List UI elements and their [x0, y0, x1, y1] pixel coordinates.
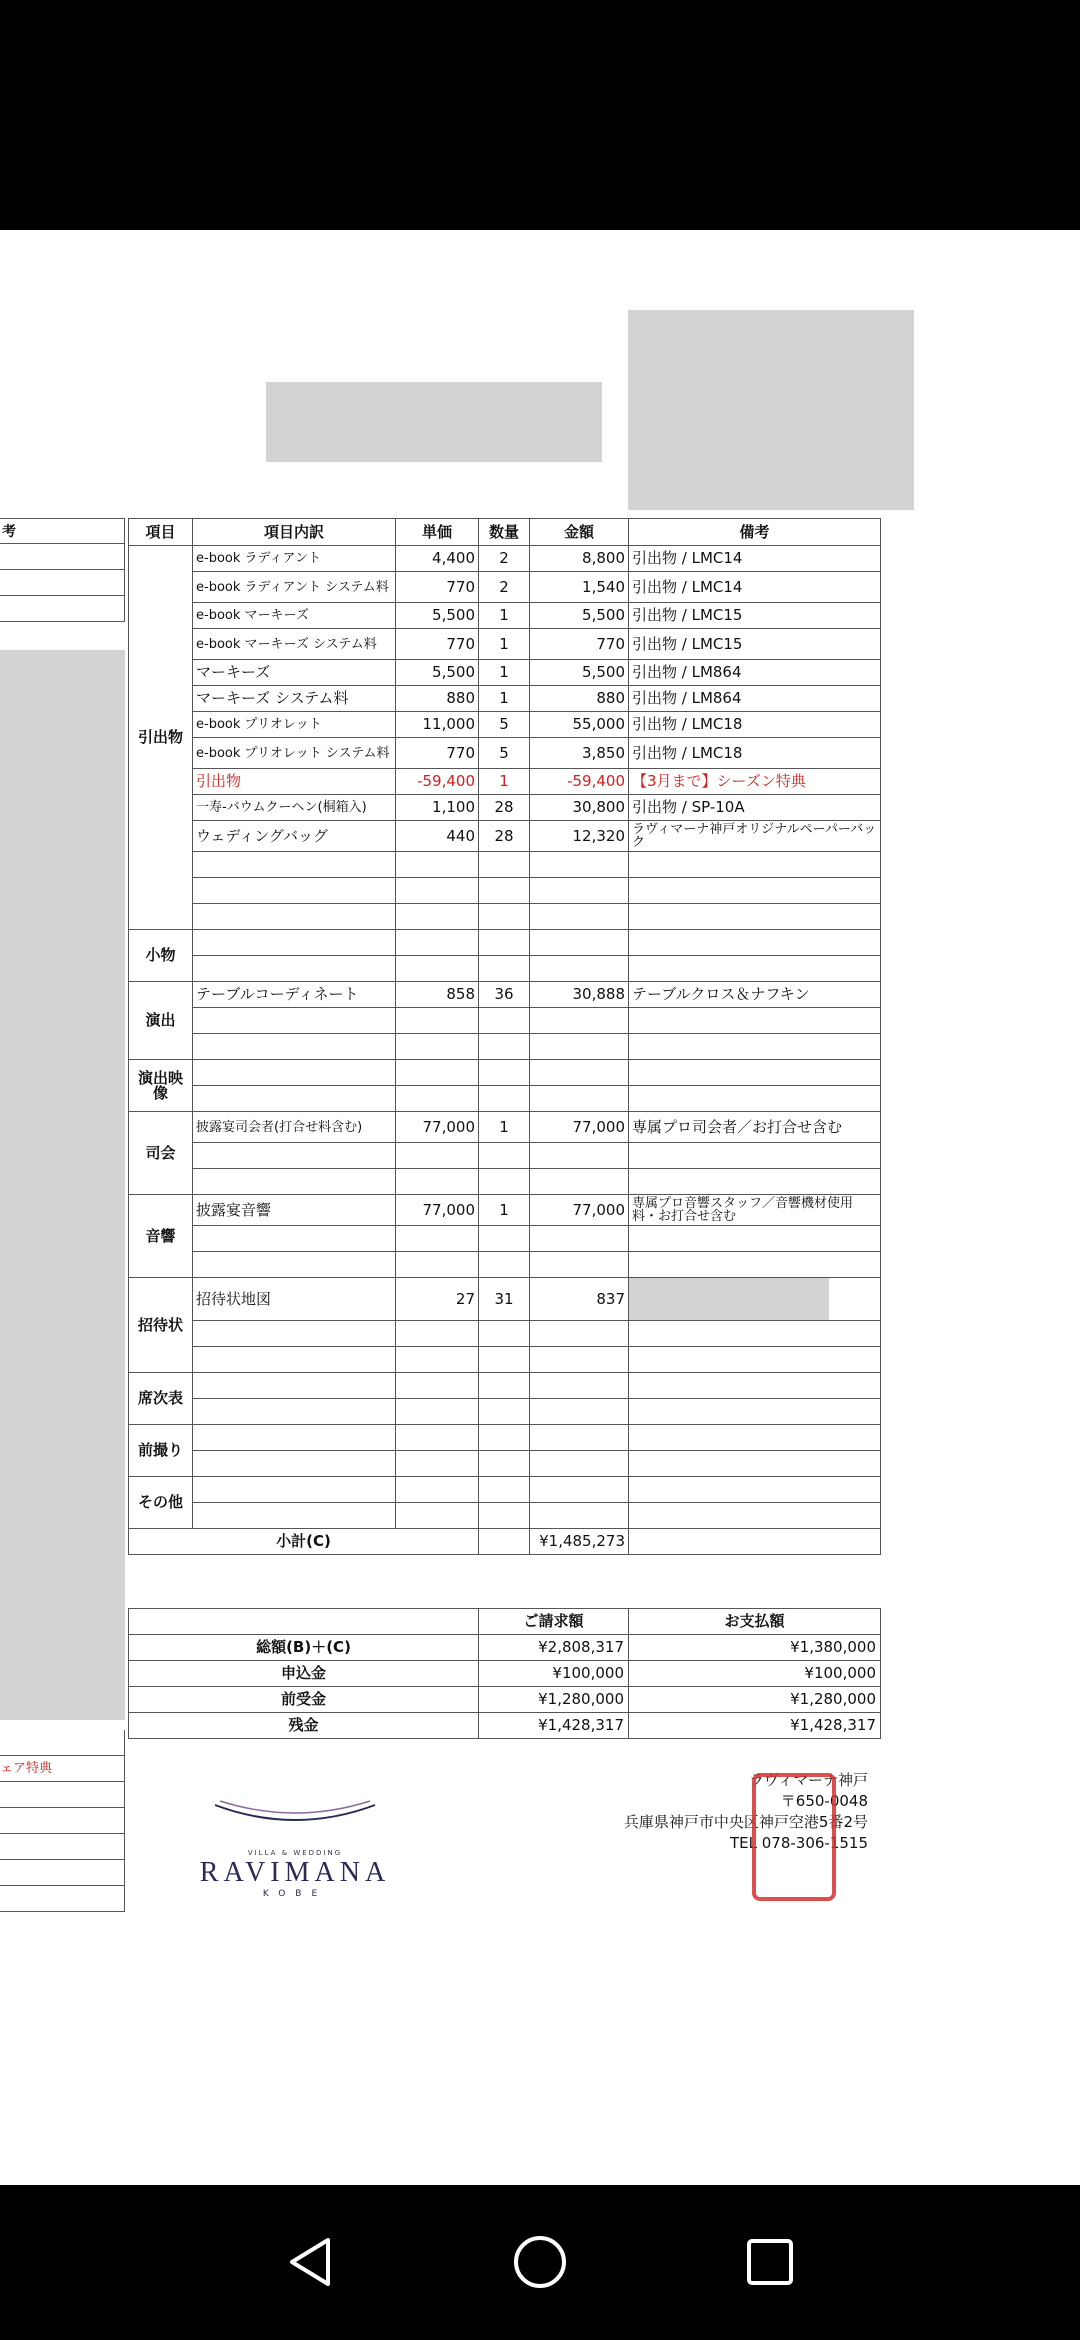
totals-paid: ¥1,380,000 [629, 1635, 881, 1661]
qty-cell: 5 [479, 712, 530, 738]
amount-cell: 880 [530, 686, 629, 712]
table-row-empty [129, 1143, 881, 1169]
table-row [129, 821, 881, 852]
left-column-cell [0, 1782, 125, 1808]
amount-cell: 770 [530, 629, 629, 660]
amount-cell: 5,500 [530, 603, 629, 629]
note-cell-redacted [629, 1278, 881, 1321]
amount-cell: 8,800 [530, 546, 629, 572]
logo-city: KOBE [262, 1889, 328, 1899]
left-column-cell [0, 544, 125, 570]
note-cell: 引出物 / LMC18 [629, 712, 881, 738]
item-cell: マーキーズ [193, 660, 396, 686]
price-cell: 5,500 [396, 660, 479, 686]
qty-cell: 36 [479, 982, 530, 1008]
left-column-cell [0, 1808, 125, 1834]
qty-cell: 2 [479, 572, 530, 603]
company-info [590, 1770, 880, 1854]
totals-row [129, 1635, 881, 1661]
qty-cell: 1 [479, 629, 530, 660]
table-row-empty [129, 1451, 881, 1477]
table-row [129, 660, 881, 686]
table-row [129, 738, 881, 769]
left-column-cell [0, 1834, 125, 1860]
price-cell: 440 [396, 821, 479, 852]
note-cell: 引出物 / LMC15 [629, 603, 881, 629]
totals-header-row [129, 1609, 881, 1635]
item-cell: ウェディングバッグ [193, 821, 396, 852]
price-cell: 770 [396, 738, 479, 769]
table-row-empty [129, 1226, 881, 1252]
qty-cell: 31 [479, 1278, 530, 1321]
note-cell: 引出物 / LMC15 [629, 629, 881, 660]
category-hikidemono: 引出物 [129, 546, 193, 930]
category-enshutsu: 演出 [129, 982, 193, 1060]
table-row-empty [129, 852, 881, 878]
left-partial-column-lower [0, 1730, 125, 1912]
item-cell: e-book ラディアント [193, 546, 396, 572]
left-column-red-text: ェア特典 [0, 1756, 125, 1782]
table-row-empty [129, 1347, 881, 1373]
item-cell: e-book マーキーズ システム料 [193, 629, 396, 660]
qty-cell: 28 [479, 821, 530, 852]
price-cell: 880 [396, 686, 479, 712]
back-icon[interactable] [278, 2230, 342, 2294]
totals-row [129, 1687, 881, 1713]
note-cell: 引出物 / LMC14 [629, 546, 881, 572]
table-row-empty [129, 904, 881, 930]
amount-cell: 30,800 [530, 795, 629, 821]
note-cell: ラヴィマーナ神戸オリジナルペーパーバック [629, 821, 881, 852]
note-cell: テーブルクロス＆ナフキン [629, 982, 881, 1008]
note-cell: 【3月まで】シーズン特典 [629, 769, 881, 795]
price-cell: 770 [396, 572, 479, 603]
table-row [129, 1195, 881, 1226]
price-cell: 11,000 [396, 712, 479, 738]
redacted-block [266, 382, 602, 462]
left-column-header: 考 [0, 518, 125, 544]
header-billed: ご請求額 [479, 1609, 629, 1635]
header-amount: 金額 [530, 519, 629, 546]
header-item: 項目内訳 [193, 519, 396, 546]
table-row [129, 629, 881, 660]
left-column-cell [0, 596, 125, 622]
qty-cell: 1 [479, 1195, 530, 1226]
amount-cell: 77,000 [530, 1195, 629, 1226]
totals-label: 総額(B)＋(C) [129, 1635, 479, 1661]
table-header-row [129, 519, 881, 546]
item-cell: 披露宴音響 [193, 1195, 396, 1226]
price-cell: 1,100 [396, 795, 479, 821]
table-row [129, 1112, 881, 1143]
company-name: ラヴィマーナ神戸 [748, 1771, 868, 1789]
header-note: 備考 [629, 519, 881, 546]
table-row-empty [129, 878, 881, 904]
price-cell: 4,400 [396, 546, 479, 572]
price-cell: -59,400 [396, 769, 479, 795]
table-row-empty [129, 1399, 881, 1425]
recents-icon[interactable] [738, 2230, 802, 2294]
navigation-bar [0, 2185, 1080, 2340]
left-column-cell [0, 570, 125, 596]
subtotal-label: 小計(C) [129, 1529, 479, 1555]
item-cell: 一寿-バウムクーヘン(桐箱入) [193, 795, 396, 821]
company-tel: TEL 078-306-1515 [729, 1834, 868, 1852]
invoice-items-table [128, 518, 881, 1555]
totals-paid: ¥1,428,317 [629, 1713, 881, 1739]
note-cell: 専属プロ音響スタッフ／音響機材使用料・お打合せ含む [629, 1195, 881, 1226]
table-row-discount [129, 769, 881, 795]
qty-cell: 28 [479, 795, 530, 821]
table-row-empty [129, 1169, 881, 1195]
qty-cell: 1 [479, 603, 530, 629]
table-row [129, 546, 881, 572]
table-row-empty [129, 1086, 881, 1112]
totals-billed: ¥1,428,317 [479, 1713, 629, 1739]
qty-cell: 5 [479, 738, 530, 769]
totals-label: 残金 [129, 1713, 479, 1739]
header-qty: 数量 [479, 519, 530, 546]
amount-cell: 30,888 [530, 982, 629, 1008]
item-cell: テーブルコーディネート [193, 982, 396, 1008]
totals-row [129, 1661, 881, 1687]
note-cell: 引出物 / LM864 [629, 686, 881, 712]
item-cell: e-book ラディアント システム料 [193, 572, 396, 603]
table-row [129, 795, 881, 821]
category-shotaijo: 招待状 [129, 1278, 193, 1373]
totals-paid: ¥1,280,000 [629, 1687, 881, 1713]
item-cell: 引出物 [193, 769, 396, 795]
note-cell: 引出物 / SP-10A [629, 795, 881, 821]
category-komono: 小物 [129, 930, 193, 982]
note-cell: 引出物 / LMC14 [629, 572, 881, 603]
item-cell: e-book プリオレット システム料 [193, 738, 396, 769]
table-row [129, 686, 881, 712]
subtotal-value: ¥1,485,273 [530, 1529, 629, 1555]
amount-cell: 12,320 [530, 821, 629, 852]
table-row-empty [129, 1373, 881, 1399]
redacted-block [0, 650, 125, 1720]
price-cell: 858 [396, 982, 479, 1008]
home-icon[interactable] [508, 2230, 572, 2294]
redacted-block [628, 310, 914, 510]
totals-row [129, 1713, 881, 1739]
company-address: 兵庫県神戸市中央区神戸空港5番2号 [623, 1813, 868, 1831]
category-sekijihyo: 席次表 [129, 1373, 193, 1425]
left-column-cell [0, 1730, 125, 1756]
table-row-empty [129, 956, 881, 982]
qty-cell: 1 [479, 686, 530, 712]
qty-cell: 2 [479, 546, 530, 572]
qty-cell: 1 [479, 1112, 530, 1143]
totals-billed: ¥1,280,000 [479, 1687, 629, 1713]
item-cell: 披露宴司会者(打合せ料含む) [193, 1112, 396, 1143]
left-partial-column [0, 518, 125, 622]
table-row-empty [129, 930, 881, 956]
totals-label: 申込金 [129, 1661, 479, 1687]
subtotal-row [129, 1529, 881, 1555]
table-row [129, 603, 881, 629]
category-shikai: 司会 [129, 1112, 193, 1195]
table-row-empty [129, 1425, 881, 1451]
amount-cell: 77,000 [530, 1112, 629, 1143]
item-cell: マーキーズ システム料 [193, 686, 396, 712]
table-row [129, 572, 881, 603]
table-row-empty [129, 1503, 881, 1529]
price-cell: 770 [396, 629, 479, 660]
logo-arc-icon [210, 1795, 380, 1831]
amount-cell: 837 [530, 1278, 629, 1321]
qty-cell: 1 [479, 660, 530, 686]
amount-cell: -59,400 [530, 769, 629, 795]
table-row [129, 982, 881, 1008]
category-onkyo: 音響 [129, 1195, 193, 1278]
note-cell: 引出物 / LMC18 [629, 738, 881, 769]
category-sonota: その他 [129, 1477, 193, 1529]
item-cell: 招待状地図 [193, 1278, 396, 1321]
item-cell: e-book プリオレット [193, 712, 396, 738]
price-cell: 27 [396, 1278, 479, 1321]
totals-label: 前受金 [129, 1687, 479, 1713]
table-row [129, 712, 881, 738]
left-column-cell [0, 1860, 125, 1886]
price-cell: 5,500 [396, 603, 479, 629]
company-seal-stamp [752, 1773, 836, 1901]
header-paid: お支払額 [629, 1609, 881, 1635]
table-row-empty [129, 1477, 881, 1503]
price-cell: 77,000 [396, 1112, 479, 1143]
table-row-empty [129, 1060, 881, 1086]
totals-billed: ¥100,000 [479, 1661, 629, 1687]
amount-cell: 5,500 [530, 660, 629, 686]
totals-table [128, 1608, 881, 1739]
header-price: 単価 [396, 519, 479, 546]
table-row-empty [129, 1321, 881, 1347]
left-column-cell [0, 1886, 125, 1912]
table-row [129, 1278, 881, 1321]
totals-billed: ¥2,808,317 [479, 1635, 629, 1661]
amount-cell: 1,540 [530, 572, 629, 603]
company-postal: 〒650-0048 [780, 1792, 868, 1810]
totals-paid: ¥100,000 [629, 1661, 881, 1687]
table-row-empty [129, 1034, 881, 1060]
logo-brand: RAVIMANA [199, 1857, 391, 1888]
item-cell: e-book マーキーズ [193, 603, 396, 629]
amount-cell: 55,000 [530, 712, 629, 738]
category-enshutsu-eizo: 演出映像 [129, 1060, 193, 1112]
category-maedori: 前撮り [129, 1425, 193, 1477]
ravimana-logo [185, 1795, 405, 1905]
table-row-empty [129, 1252, 881, 1278]
note-cell: 専属プロ司会者／お打合せ含む [629, 1112, 881, 1143]
note-cell: 引出物 / LM864 [629, 660, 881, 686]
logo-tagline: VILLA & WEDDING [247, 1849, 343, 1857]
table-row-empty [129, 1008, 881, 1034]
price-cell: 77,000 [396, 1195, 479, 1226]
header-category: 項目 [129, 519, 193, 546]
amount-cell: 3,850 [530, 738, 629, 769]
qty-cell: 1 [479, 769, 530, 795]
status-bar [0, 0, 1080, 230]
